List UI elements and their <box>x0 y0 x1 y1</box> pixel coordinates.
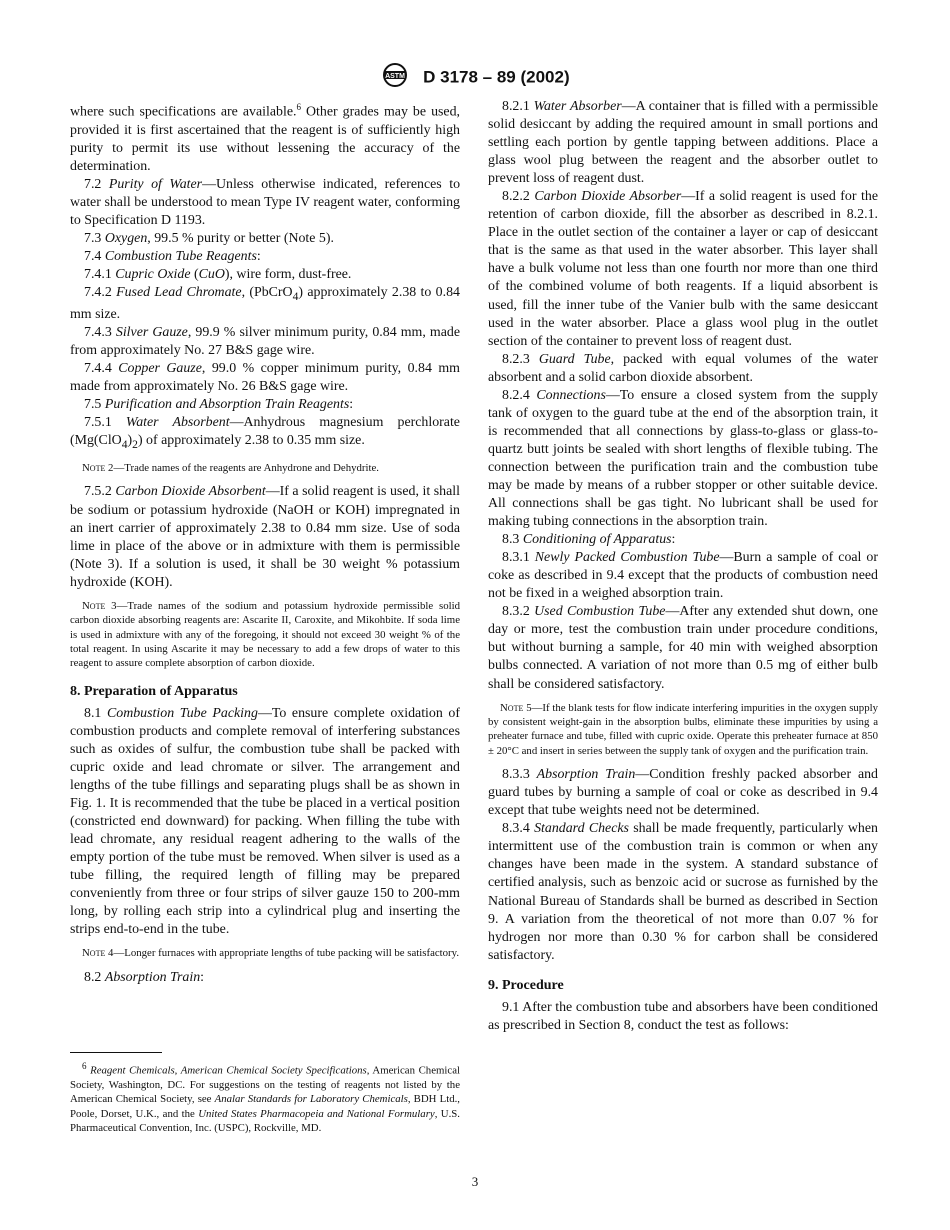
section-7-3: 7.3 Oxygen, 99.5 % purity or better (Note 5). <box>84 230 334 246</box>
section-7-4-4: 7.4.4 Copper Gauze, 99.0 % copper minimum purity, 0.84 mm made from approximately No. 26 B&S gage wire. <box>70 361 460 395</box>
paragraph-continuation: where such specifications are available.$^6$ Other grades may be used, provided it is first ascertained that the reagent is of sufficiently high purity to permit its use without lessening the accuracy of the determination. <box>70 102 461 174</box>
note-2: Note 2—Trade names of the reagents are Anhydrone and Dehydrite. <box>82 462 379 475</box>
section-8-2-4: 8.2.4 Connections—To ensure a closed system from the supply tank of oxygen to the guard tube at the end of the absorption train, it is recommended that all connections by glass-to-glass or glass-to-quartz butt joints be sealed with short lengths of flexible tubing. The connection between the purification train and the combustion tube may be made by means of a rubber stopper or other suitable device. All connections shall be gas tight. No lubricant shall be used for making tubing connections in the absorption train. <box>488 387 878 530</box>
right-column <box>488 98 878 1035</box>
section-8-3-1: 8.3.1 Newly Packed Combustion Tube—Burn a sample of coal or coke as described in 9.4 except that the products of combustion need not be fixed in a weighed absorption train. <box>488 550 878 602</box>
footnote-divider <box>70 1052 162 1053</box>
section-8-3-3: 8.3.3 Absorption Train—Condition freshly packed absorber and guard tubes by burning a sample of coal or coke as described in 9.4 except that tube weights need not be determined. <box>488 767 879 819</box>
section-7-5: 7.5 Purification and Absorption Train Reagents: <box>84 397 354 413</box>
section-7-5-2: 7.5.2 Carbon Dioxide Absorbent—If a solid reagent is used, it shall be sodium or potassium hydroxide (NaOH or KOH) impregnated in an inert carrier of approximately 2.38 to 0.84 mm size. Use of soda lime in place of the above or in admixture with them is permissible (Note 3). If a solution is used, it shall be 30 weight % potassium hydroxide (KOH). <box>70 484 460 590</box>
svg-text:ASTM: ASTM <box>385 73 406 80</box>
section-8-3-2: 8.3.2 Used Combustion Tube—After any extended shut down, one day or more, test the combustion train under procedure conditions, but without burning a sample, for 40 min with weighed absorption bulbs connected. A variation of not more than 0.5 mg of either bulb shall be considered satisfactory. <box>488 604 879 692</box>
section-8-1: 8.1 Combustion Tube Packing—To ensure complete oxidation of combustion products and complete removal of interfering substances such as oxides of sulfur, the combustion tube shall be packed with cupric oxide and lead chromate or silver. The arrangement and lengths of the tube fillings and separating plugs shall be as shown in Fig. 1. It is recommended that the tube be placed in a vertical position (constricted end downward) for packing. When filling the tube with lead chromate, any residual reagent adhering to the walls of the empty portion of the tube must be removed. When silver is used as a tube filling, the required length of filling may be prepared conveniently from three or four strips of silver gauze 150 to 200-mm long, by rolling each strip into a cylindrical plug and inserting the strips end-to-end in the tube. <box>70 705 460 938</box>
section-8-2-2: 8.2.2 Carbon Dioxide Absorber—If a solid reagent is used for the retention of carbon dioxide, fill the absorber as described in 8.2.1. Place in the outlet section of the container a layer or cap of desiccant that is the same as that used in the water absorber. This layer shall have a bulk volume not less than one fourth nor more than one third of the combined volume of both reagents. If a liquid absorbent is used, fill the inner tube of the Vanier bulb with the same desiccant used in the water absorber. Place a glass wool plug in the outlet section of the container to prevent loss of reagent dust. <box>488 189 878 349</box>
section-8-2-3: 8.2.3 Guard Tube, packed with equal volumes of the water absorbent and a solid carbon dioxide absorbent. <box>488 351 878 385</box>
footnote-ref: 6 <box>296 102 301 112</box>
section-7-4: 7.4 Combustion Tube Reagents: <box>84 249 261 264</box>
page-number: 3 <box>471 1174 479 1189</box>
left-column <box>70 98 460 987</box>
note-4: Note 4—Longer furnaces with appropriate lengths of tube packing will be satisfactory. <box>82 947 460 960</box>
section-7-4-3: 7.4.3 Silver Gauze, 99.9 % silver minimum purity, 0.84 mm, made from approximately No. 27 B&S gage wire. <box>70 324 460 359</box>
footnote-6: $^6$ Reagent Chemicals, American Chemical Society Specifications, American Chemical Society, Washington, DC. For suggestions on the testing of reagents not listed by the American Chemical Society, see Analar Standards for Laboratory Chemicals, BDH Ltd., Poole, Dorset, U.K., and the United States Pharmacopeia and National Formulary, U.S. Pharmaceutical Convention, Inc. (USPC), Rockville, MD. <box>70 1061 460 1135</box>
note-3: Note 3—Trade names of the sodium and potassium hydroxide permissible solid carbon dioxide absorbing reagents are: Ascarite II, Caroxite, and Mikohbite. If soda lime is used in admixture with any of the foregoing, it should not exceed 30 weight % of the total reagent. In using Ascarite it may be necessary to add a few drops of water to this reagent to assure complete absorption of carbon dioxide. <box>70 599 460 670</box>
section-8-3-4: 8.3.4 Standard Checks shall be made frequently, particularly when intermittent use of the combustion train is common or when any changes have been made in the system. A standard substance of certified analysis, such as benzoic acid or sucrose as furnished by the National Bureau of Standards shall be burned as described in Section 9. A variation from the theoretical of not more than 0.07 % for hydrogen nor more than 0.30 % for carbon shall be considered satisfactory. <box>488 821 878 963</box>
section-8-2: 8.2 Absorption Train: <box>84 969 205 985</box>
note-5: Note 5—If the blank tests for flow indicate interfering impurities in the oxygen supply by consistent weight-gain in the absorption bulbs, eliminate these impurities by using a preheater furnace and tube, filled with cupric oxide. Operate this preheater furnace at 850 ± 20°C and insert in series between the supply tank of oxygen and the purification train. <box>488 701 878 757</box>
section-8-2-1: 8.2.1 Water Absorber—A container that is filled with a permissible solid desiccant by adding the required amount in small portions and settling each portion by gentle tapping between additions. Place a glass wool plug between the reagent and the absorber outlet to prevent loss of reagent dust. <box>488 99 878 187</box>
section-7-4-1: 7.4.1 Cupric Oxide (CuO), wire form, dust-free. <box>84 267 352 283</box>
section-9-1: 9.1 After the combustion tube and absorbers have been conditioned as prescribed in Section 8, conduct the test as follows: <box>488 999 878 1033</box>
footnotes <box>70 1052 460 1136</box>
astm-logo-icon <box>380 62 410 93</box>
section-8-3: 8.3 Conditioning of Apparatus: <box>502 532 676 548</box>
section-7-5-1: 7.5.1 Water Absorbent—Anhydrous magnesium perchlorate $(Mg(ClO_4)_2)$ of approximately 2.38 to 0.35 mm size. <box>70 415 460 452</box>
section-7-4-2: 7.4.2 Fused Lead Chromate, (PbCrO$_4$) approximately 2.38 to 0.84 mm size. <box>70 285 460 322</box>
standard-designation: D 3178 – 89 (2002) <box>423 67 570 87</box>
section-7-2: 7.2 Purity of Water—Unless otherwise indicated, references to water shall be understood to mean Type IV reagent water, conforming to Specification D 1193. <box>70 176 461 228</box>
section-8-heading: 8. Preparation of Apparatus <box>70 683 238 699</box>
page-header <box>0 62 950 93</box>
section-9-heading: 9. Procedure <box>488 977 564 993</box>
